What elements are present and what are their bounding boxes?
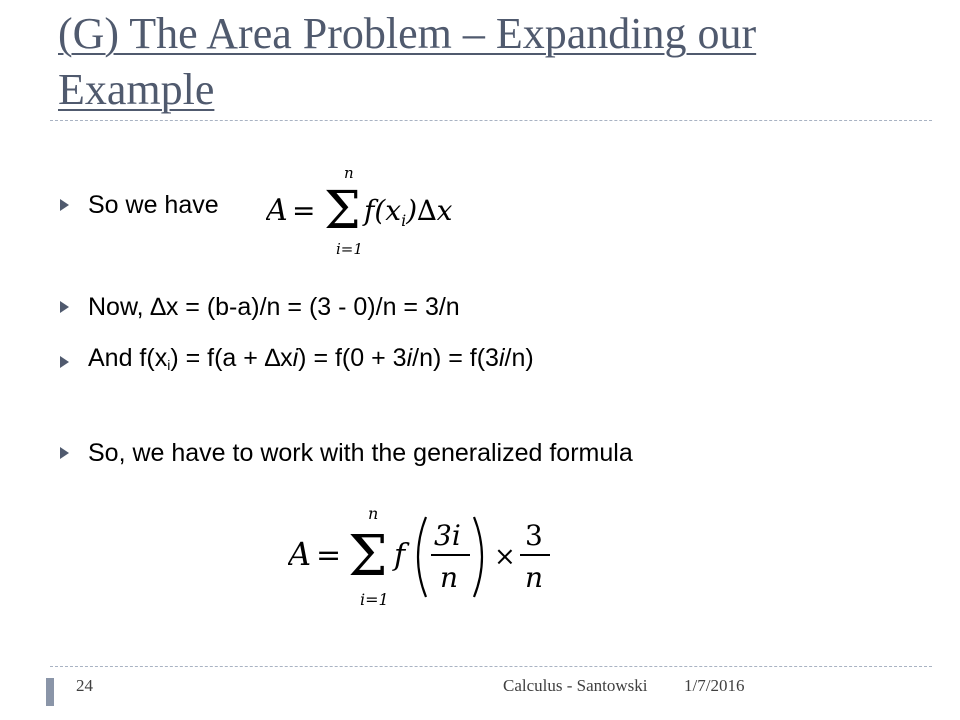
italic-i: i — [406, 344, 413, 372]
delta-symbol: ∆ — [150, 293, 166, 321]
text-part: And f(x — [88, 344, 168, 372]
eq2-times: × — [494, 542, 516, 572]
eq1-equals: = — [292, 194, 316, 227]
eq1-upper-limit: n — [344, 166, 354, 182]
bullet-delta-x — [60, 292, 460, 322]
footer-date: 1/7/2016 — [684, 676, 745, 695]
eq2-num2: 3 — [525, 519, 543, 552]
eq2-den1: n — [440, 561, 459, 594]
text-part: ) = f(a + — [170, 344, 265, 372]
bullet-arrow-icon — [60, 301, 69, 313]
eq1-lhs: A — [266, 193, 288, 228]
text-part: /n) — [504, 344, 534, 372]
bullet-post: x = (b-a)/n = (3 - 0)/n = 3/n — [165, 293, 460, 321]
right-paren — [474, 517, 482, 597]
eq2-f: f — [394, 538, 406, 573]
bullet-arrow-icon — [60, 199, 69, 211]
eq1-sigma: Σ — [324, 181, 361, 241]
bullet-text — [88, 343, 534, 380]
subscript: i — [167, 357, 171, 373]
bullet-arrow-icon — [60, 447, 69, 459]
eq1-lower-limit: i=1 — [336, 240, 363, 258]
text-part: ) = f(0 + 3 — [298, 344, 407, 372]
sum-formula-1 — [266, 166, 486, 262]
footer-course: Calculus - Santowski — [503, 676, 648, 695]
eq2-sigma: Σ — [348, 524, 388, 589]
bullet-text — [88, 292, 460, 322]
eq1-body-text: f(x — [364, 194, 402, 227]
slide-number: 24 — [76, 676, 93, 695]
italic-i: i — [292, 344, 299, 372]
eq1-sub: i — [401, 211, 407, 230]
bullet-pre: Now, — [88, 293, 151, 321]
eq2-den2: n — [525, 561, 544, 594]
sum-formula-2 — [288, 503, 558, 613]
italic-i: i — [498, 344, 505, 372]
slide-title: (G) The Area Problem – Expanding our Example — [58, 9, 757, 114]
eq2-lhs: A — [288, 535, 312, 573]
bullet-f-xi — [60, 343, 534, 380]
bullet-text: So we have — [88, 191, 219, 219]
left-paren — [418, 517, 426, 597]
eq2-lower-limit: i=1 — [360, 590, 389, 609]
footer-divider — [50, 666, 932, 667]
text-part: x — [280, 344, 293, 372]
bullet-text: So, we have to work with the generalized formula — [88, 439, 633, 467]
eq2-upper-limit: n — [368, 504, 379, 523]
eq1-tail: )∆x — [406, 194, 453, 227]
footer-accent-bar — [46, 678, 54, 706]
title-divider — [50, 120, 932, 121]
bullet-so-we-have — [60, 190, 219, 220]
eq2-num1: 3i — [434, 519, 461, 552]
delta-symbol: ∆ — [264, 344, 281, 372]
bullet-generalized-formula — [60, 438, 633, 468]
eq1-body — [362, 194, 453, 230]
eq2-equals: = — [316, 538, 342, 573]
bullet-arrow-icon — [60, 356, 69, 368]
text-part: /n) = f(3 — [412, 344, 499, 372]
